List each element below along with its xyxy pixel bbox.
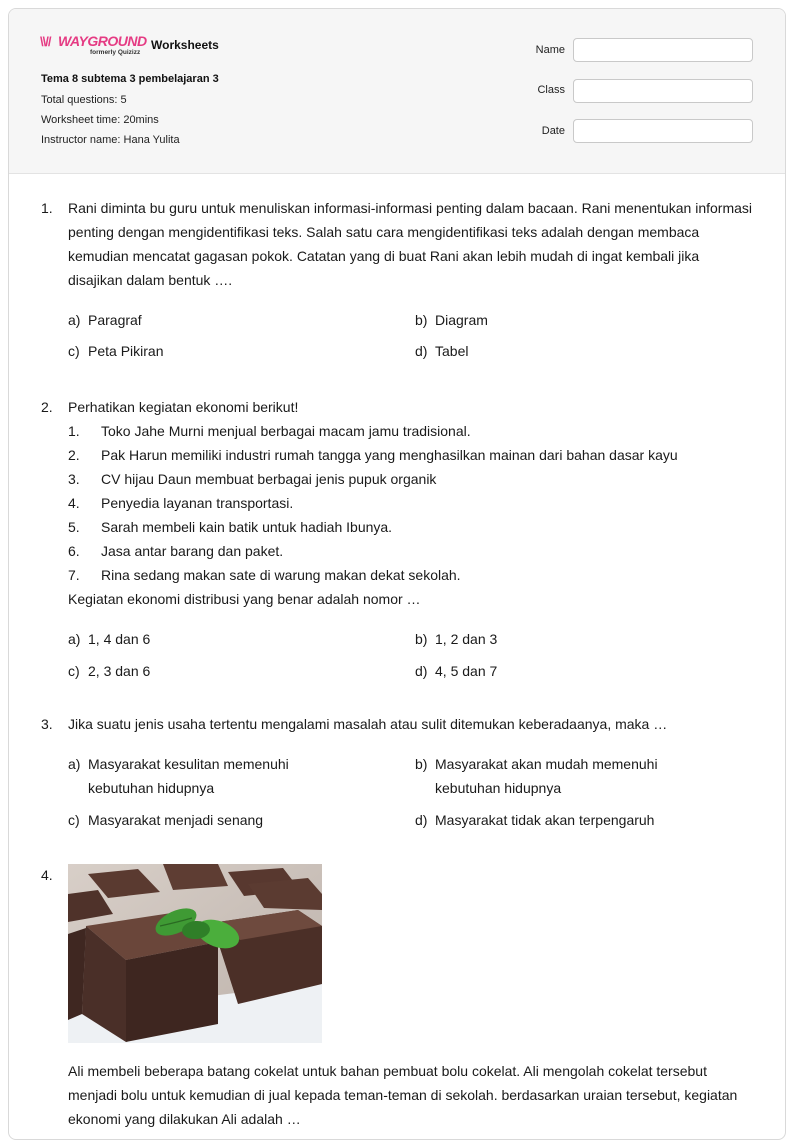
question-number: 2. bbox=[41, 399, 53, 415]
chocolate-cake-illustration bbox=[68, 864, 322, 1043]
list-number: 5. bbox=[68, 519, 80, 535]
option-letter: a) bbox=[68, 312, 81, 328]
worksheet-time: Worksheet time: 20mins bbox=[41, 114, 159, 126]
option-text: Diagram bbox=[435, 312, 488, 328]
question-1 bbox=[41, 196, 755, 372]
date-label: Date bbox=[541, 125, 565, 137]
list-item bbox=[68, 539, 755, 563]
option-text: Masyarakat menjadi senang bbox=[88, 812, 264, 828]
question-4 bbox=[41, 1059, 755, 1131]
option-d[interactable] bbox=[415, 339, 468, 363]
option-text: Peta Pikiran bbox=[88, 343, 164, 359]
logo-subtitle: formerly Quizizz bbox=[90, 49, 141, 56]
option-letter: b) bbox=[415, 631, 428, 647]
date-field[interactable] bbox=[573, 119, 753, 143]
name-field[interactable] bbox=[573, 38, 753, 62]
list-text: Rina sedang makan sate di warung makan dekat sekolah. bbox=[101, 567, 461, 583]
option-letter: a) bbox=[68, 631, 81, 647]
list-item bbox=[68, 563, 755, 587]
question-closing: Kegiatan ekonomi distribusi yang benar adalah nomor … bbox=[68, 591, 421, 607]
option-b[interactable] bbox=[415, 308, 488, 332]
option-letter: d) bbox=[415, 663, 428, 679]
option-text: Tabel bbox=[435, 343, 469, 359]
class-field[interactable] bbox=[573, 79, 753, 103]
option-letter: b) bbox=[415, 312, 428, 328]
list-text: Toko Jahe Murni menjual berbagai macam jamu tradisional. bbox=[101, 423, 471, 439]
option-text: Masyarakat tidak akan terpengaruh bbox=[435, 812, 655, 828]
option-b[interactable] bbox=[415, 752, 725, 800]
list-text: CV hijau Daun membuat berbagai jenis pupuk organik bbox=[101, 471, 437, 487]
list-item bbox=[68, 443, 755, 467]
list-number: 1. bbox=[68, 423, 80, 439]
question-text: Jika suatu jenis usaha tertentu mengalami masalah atau sulit ditemukan keberadaanya, maka … bbox=[68, 716, 668, 732]
list-number: 7. bbox=[68, 567, 80, 583]
option-d[interactable] bbox=[415, 659, 497, 683]
option-a[interactable] bbox=[68, 308, 142, 332]
list-item bbox=[68, 515, 755, 539]
option-text: 4, 5 dan 7 bbox=[435, 663, 498, 679]
list-text: Penyedia layanan transportasi. bbox=[101, 495, 294, 511]
question-text: Ali membeli beberapa batang cokelat untuk bahan pembuat bolu cokelat. Ali mengolah cokelat tersebut menjadi bolu untuk kemudian di jual kepada teman-teman di sekolah. berdasarkan uraian tersebut, kegiatan ekonomi yang dilakukan Ali adalah … bbox=[68, 1063, 738, 1127]
list-text: Sarah membeli kain batik untuk hadiah Ibunya. bbox=[101, 519, 393, 535]
wayground-logo bbox=[40, 33, 147, 59]
option-a[interactable] bbox=[68, 627, 150, 651]
option-c[interactable] bbox=[68, 808, 263, 832]
option-letter: c) bbox=[68, 343, 80, 359]
option-letter: a) bbox=[68, 756, 81, 772]
logo-mark-icon: \\// bbox=[40, 34, 51, 49]
options bbox=[68, 752, 755, 832]
question-number: 4. bbox=[41, 867, 53, 883]
list-text: Pak Harun memiliki industri rumah tangga yang menghasilkan mainan dari bahan dasar kayu bbox=[101, 447, 678, 463]
option-text: 2, 3 dan 6 bbox=[88, 663, 151, 679]
question-number: 3. bbox=[41, 716, 53, 732]
list-number: 6. bbox=[68, 543, 80, 559]
instructor-name: Instructor name: Hana Yulita bbox=[41, 134, 180, 146]
brand-label: Worksheets bbox=[151, 38, 219, 52]
list-item bbox=[68, 467, 755, 491]
option-letter: c) bbox=[68, 663, 80, 679]
worksheet-page bbox=[8, 8, 786, 1140]
logo-wordmark: WAYGROUND bbox=[58, 33, 147, 49]
option-text: 1, 4 dan 6 bbox=[88, 631, 151, 647]
chocolate-cake-image bbox=[68, 864, 322, 1043]
question-2 bbox=[41, 395, 755, 691]
list-item bbox=[68, 419, 755, 443]
option-d[interactable] bbox=[415, 808, 654, 832]
option-c[interactable] bbox=[68, 339, 163, 363]
option-a[interactable] bbox=[68, 752, 348, 800]
option-b[interactable] bbox=[415, 627, 497, 651]
options bbox=[68, 627, 755, 691]
question-text: Perhatikan kegiatan ekonomi berikut! bbox=[68, 399, 299, 415]
option-c[interactable] bbox=[68, 659, 150, 683]
option-letter: d) bbox=[415, 343, 428, 359]
worksheet-header bbox=[9, 9, 785, 174]
list-text: Jasa antar barang dan paket. bbox=[101, 543, 284, 559]
option-text: Masyarakat akan mudah memenuhi kebutuhan hidupnya bbox=[435, 756, 658, 796]
name-label: Name bbox=[535, 44, 565, 56]
total-questions: Total questions: 5 bbox=[41, 94, 127, 106]
class-label: Class bbox=[537, 84, 565, 96]
option-text: Masyarakat kesulitan memenuhi kebutuhan hidupnya bbox=[88, 756, 289, 796]
worksheet-title: Tema 8 subtema 3 pembelajaran 3 bbox=[41, 73, 219, 85]
list-number: 4. bbox=[68, 495, 80, 511]
question-3 bbox=[41, 712, 755, 832]
question-text: Rani diminta bu guru untuk menuliskan informasi-informasi penting dalam bacaan. Rani menentukan informasi penting dengan mengidentifikasi teks. Salah satu cara mengidentifikasi teks adalah dengan membaca kemudian mencatat gagasan pokok. Catatan yang di buat Rani akan lebih mudah di ingat kembali jika disajikan dalam bentuk …. bbox=[68, 200, 753, 288]
question-number: 1. bbox=[41, 200, 53, 216]
option-letter: c) bbox=[68, 812, 80, 828]
list-number: 2. bbox=[68, 447, 80, 463]
option-text: 1, 2 dan 3 bbox=[435, 631, 498, 647]
list-number: 3. bbox=[68, 471, 80, 487]
option-letter: d) bbox=[415, 812, 428, 828]
option-text: Paragraf bbox=[88, 312, 142, 328]
list-item bbox=[68, 491, 755, 515]
options bbox=[68, 308, 755, 372]
option-letter: b) bbox=[415, 756, 428, 772]
